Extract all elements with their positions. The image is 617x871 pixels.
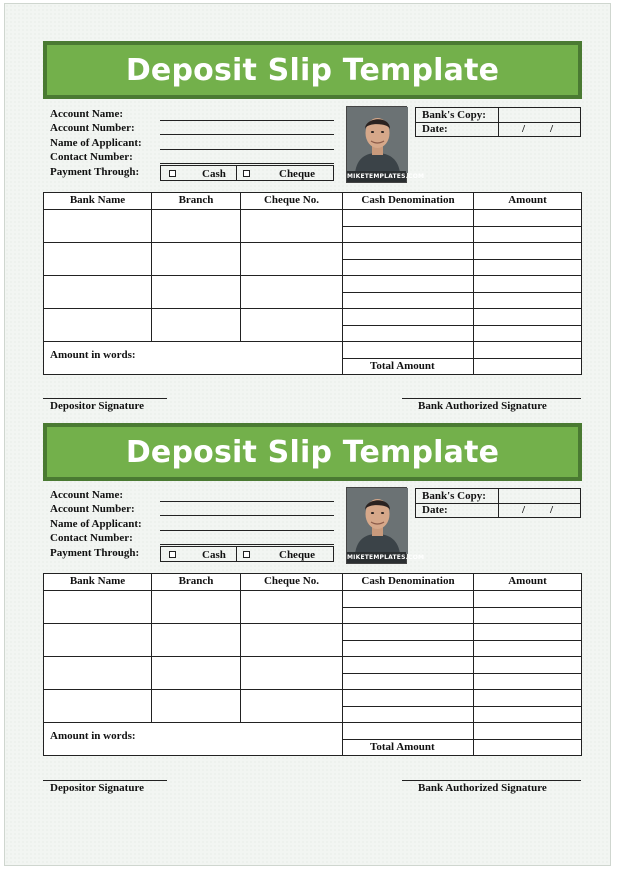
date-label: Date: bbox=[422, 123, 448, 135]
header-bank-name: Bank Name bbox=[69, 194, 126, 206]
applicant-name-label: Name of Applicant: bbox=[50, 518, 142, 530]
account-name-label: Account Name: bbox=[50, 489, 124, 501]
header-amount: Amount bbox=[508, 575, 547, 587]
account-number-label: Account Number: bbox=[50, 122, 135, 134]
slip-title: Deposit Slip Template bbox=[47, 45, 578, 95]
contact-number-label: Contact Number: bbox=[50, 532, 133, 544]
payment-through-label: Payment Through: bbox=[50, 547, 140, 559]
header-branch: Branch bbox=[178, 575, 214, 587]
account-name-label: Account Name: bbox=[50, 108, 124, 120]
cash-option-label: Cash bbox=[202, 168, 226, 180]
depositor-signature-label: Depositor Signature bbox=[50, 782, 145, 794]
header-cash-denomination: Cash Denomination bbox=[361, 194, 455, 206]
header-cash-denomination: Cash Denomination bbox=[361, 575, 455, 587]
bank-signature-label: Bank Authorized Signature bbox=[418, 782, 547, 794]
bank-copy-label: Bank's Copy: bbox=[422, 490, 486, 502]
account-number-line[interactable] bbox=[160, 134, 334, 135]
amount-in-words-label: Amount in words: bbox=[50, 349, 136, 361]
date-separator: / bbox=[522, 123, 526, 135]
slip-title-banner bbox=[43, 41, 582, 99]
cash-option-label: Cash bbox=[202, 549, 226, 561]
header-cheque-no: Cheque No. bbox=[263, 575, 319, 587]
applicant-name-line[interactable] bbox=[160, 149, 334, 150]
slip-title-banner bbox=[43, 423, 582, 481]
contact-number-line[interactable] bbox=[160, 163, 334, 164]
depositor-signature-label: Depositor Signature bbox=[50, 400, 145, 412]
date-separator: / bbox=[550, 504, 554, 516]
header-cheque-no: Cheque No. bbox=[263, 194, 319, 206]
applicant-name-label: Name of Applicant: bbox=[50, 137, 142, 149]
payment-through-label: Payment Through: bbox=[50, 166, 140, 178]
deposit-table bbox=[43, 192, 582, 375]
account-name-line[interactable] bbox=[160, 501, 334, 502]
cash-checkbox[interactable] bbox=[169, 170, 176, 177]
total-amount-label: Total Amount bbox=[370, 741, 435, 753]
cash-checkbox[interactable] bbox=[169, 551, 176, 558]
bank-signature-line[interactable] bbox=[402, 398, 581, 399]
photo-caption: MIKETEMPLATES.COM bbox=[347, 173, 425, 180]
date-label: Date: bbox=[422, 504, 448, 516]
contact-number-label: Contact Number: bbox=[50, 151, 133, 163]
total-amount-label: Total Amount bbox=[370, 360, 435, 372]
document-page bbox=[4, 3, 611, 866]
photo-caption: MIKETEMPLATES.COM bbox=[347, 554, 425, 561]
applicant-photo bbox=[346, 487, 425, 564]
header-branch: Branch bbox=[178, 194, 214, 206]
depositor-signature-line[interactable] bbox=[43, 398, 167, 399]
slip-title: Deposit Slip Template bbox=[47, 427, 578, 477]
date-separator: / bbox=[550, 123, 554, 135]
date-separator: / bbox=[522, 504, 526, 516]
deposit-slip-2 bbox=[43, 423, 582, 795]
header-bank-name: Bank Name bbox=[69, 575, 126, 587]
cheque-option-label: Cheque bbox=[279, 168, 316, 180]
deposit-slip-1 bbox=[43, 41, 582, 413]
depositor-signature-line[interactable] bbox=[43, 780, 167, 781]
account-number-line[interactable] bbox=[160, 515, 334, 516]
cheque-checkbox[interactable] bbox=[243, 551, 250, 558]
applicant-name-line[interactable] bbox=[160, 530, 334, 531]
payment-options-box bbox=[160, 546, 334, 562]
bank-signature-line[interactable] bbox=[402, 780, 581, 781]
account-name-line[interactable] bbox=[160, 120, 334, 121]
bank-copy-label: Bank's Copy: bbox=[422, 109, 486, 121]
cheque-checkbox[interactable] bbox=[243, 170, 250, 177]
deposit-table bbox=[43, 573, 582, 756]
bank-copy-box bbox=[415, 488, 581, 518]
applicant-photo bbox=[346, 106, 425, 183]
bank-signature-label: Bank Authorized Signature bbox=[418, 400, 547, 412]
payment-options-box bbox=[160, 165, 334, 181]
amount-in-words-label: Amount in words: bbox=[50, 730, 136, 742]
contact-number-line[interactable] bbox=[160, 544, 334, 545]
cheque-option-label: Cheque bbox=[279, 549, 316, 561]
account-number-label: Account Number: bbox=[50, 503, 135, 515]
bank-copy-box bbox=[415, 107, 581, 137]
header-amount: Amount bbox=[508, 194, 547, 206]
